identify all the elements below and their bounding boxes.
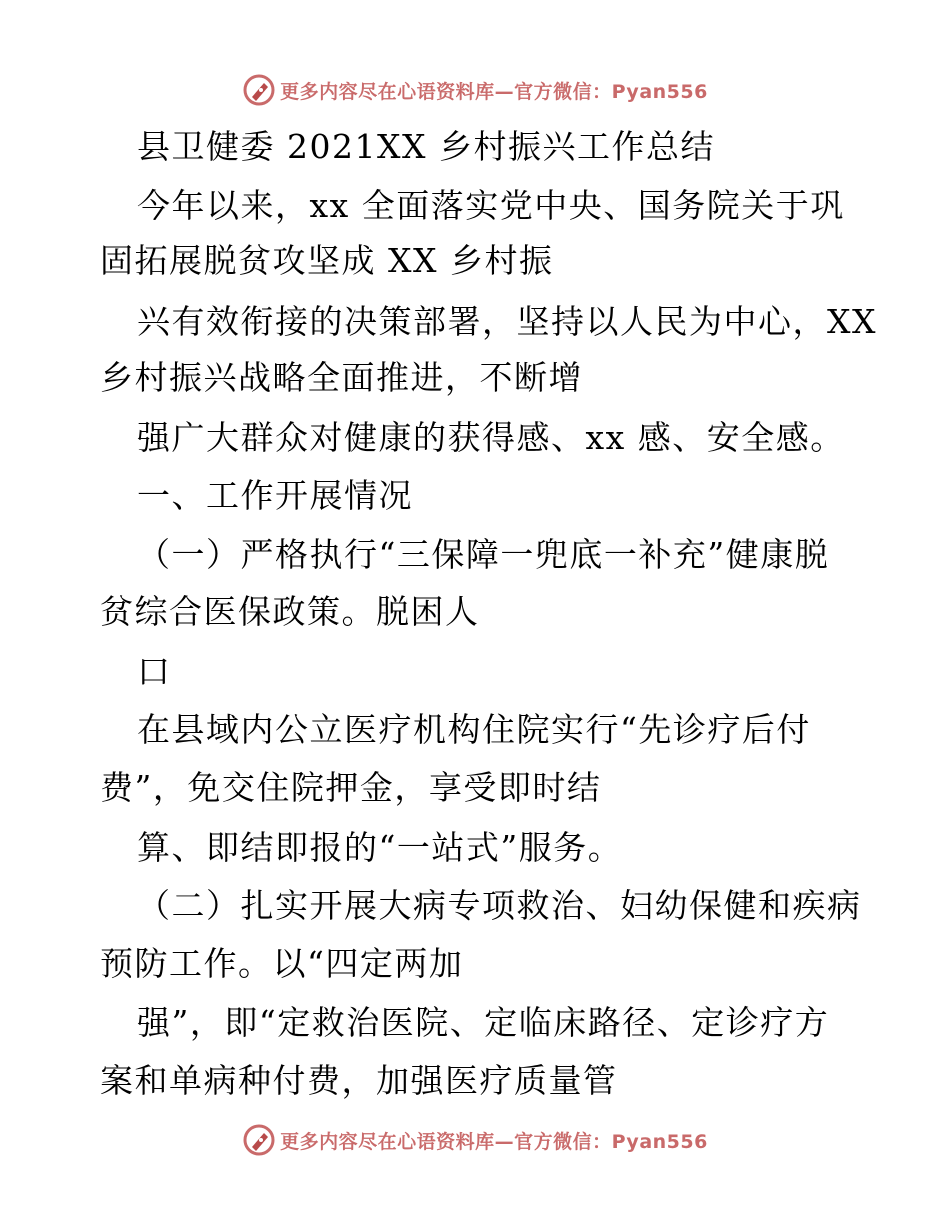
paragraph-line: 预防工作。以“四定两加 xyxy=(100,944,464,983)
paragraph-line: 乡村振兴战略全面推进，不断增 xyxy=(100,358,583,397)
paragraph-line: 强广大群众对健康的获得感、xx 感、安全感。 xyxy=(137,418,845,457)
watermark-header xyxy=(0,70,950,110)
subsection-heading: （一）严格执行“三保障一兜底一补充”健康脱 xyxy=(137,535,830,574)
section-heading: 一、工作开展情况 xyxy=(137,476,413,515)
pen-nib-logo-icon xyxy=(242,73,276,107)
paragraph-line: 强”，即“定救治医院、定临床路径、定诊疗方 xyxy=(137,1003,830,1042)
paragraph-line: 算、即结即报的“一站式”服务。 xyxy=(137,828,623,867)
paragraph-line: 贫综合医保政策。脱困人 xyxy=(100,592,480,631)
subsection-heading: （二）扎实开展大病专项救治、妇幼保健和疾病 xyxy=(137,886,862,925)
paragraph-line: 费”，免交住院押金，享受即时结 xyxy=(100,768,602,807)
paragraph-line: 固拓展脱贫攻坚成 XX 乡村振 xyxy=(100,241,554,280)
document-title: 县卫健委 2021XX 乡村振兴工作总结 xyxy=(137,127,715,166)
watermark-footer xyxy=(0,1120,950,1160)
paragraph-line: 兴有效衔接的决策部署，坚持以人民为中心，XX xyxy=(137,302,877,341)
watermark-text: 更多内容尽在心语资料库—官方微信：Pyan556 xyxy=(280,1130,708,1153)
watermark-text: 更多内容尽在心语资料库—官方微信：Pyan556 xyxy=(280,80,708,103)
paragraph-line: 案和单病种付费，加强医疗质量管 xyxy=(100,1061,618,1100)
pen-nib-logo-icon xyxy=(242,1123,276,1157)
paragraph-line: 口 xyxy=(137,652,172,691)
paragraph-line: 在县域内公立医疗机构住院实行“先诊疗后付 xyxy=(137,710,811,749)
paragraph-line: 今年以来，xx 全面落实党中央、国务院关于巩 xyxy=(137,186,845,225)
